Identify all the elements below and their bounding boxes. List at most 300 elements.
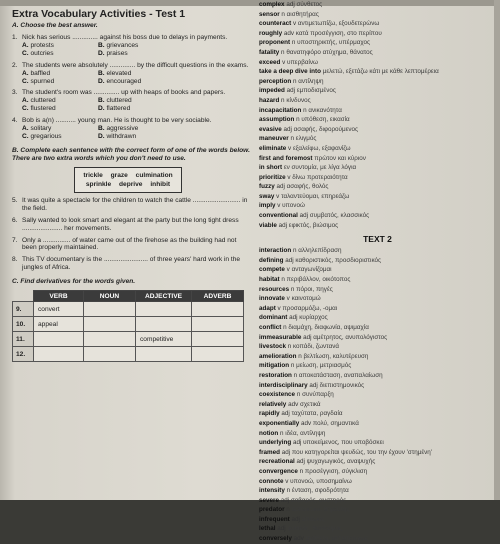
sentence-item — [12, 256, 250, 272]
sentence-item — [12, 197, 250, 213]
table-header-noun: NOUN — [84, 291, 136, 302]
vocab-translation: υπόθεση, εικασία — [301, 116, 350, 124]
table-header-verb: VERB — [34, 291, 84, 302]
vocab-pos: n — [290, 285, 295, 293]
vocab-translation: σύνθετος — [296, 1, 323, 8]
table-row — [13, 332, 244, 347]
vocab-pos: v — [277, 304, 281, 312]
vocab-translation: σπάνιος — [301, 515, 325, 523]
option-text: protests — [30, 41, 54, 49]
table-row — [13, 302, 244, 317]
cell-verb[interactable] — [34, 347, 84, 362]
vocab-entry — [259, 361, 496, 371]
vocab-translation: κοπάδι, ζωντανά — [292, 343, 339, 351]
answer-option — [22, 125, 98, 133]
vocab-entry — [259, 448, 496, 458]
vocab-entry — [259, 381, 496, 391]
vocab-pos: v — [292, 20, 297, 28]
question — [12, 117, 250, 125]
vocab-translation: αντίθετα, αντιστρόφως — [305, 535, 369, 543]
vocab-translation: υπερβαίνω — [287, 58, 318, 66]
vocab-entry — [259, 409, 496, 419]
option-letter: D. — [98, 77, 105, 85]
answer-option — [98, 133, 198, 141]
vocab-translation: θανατηφόρο ατύχημα, θάνατος — [286, 48, 373, 56]
derivatives-table — [12, 290, 244, 362]
vocab-translation: υποστηρικτής, υπέρμαχος — [297, 39, 371, 47]
table-row — [13, 317, 244, 332]
vocab-word: recreational — [259, 458, 295, 466]
vocab-pos: n — [290, 135, 295, 143]
vocab-pos: adj — [280, 496, 290, 504]
vocab-translation: αμέτρητος, ανυπολόγιστος — [313, 333, 388, 341]
vocab-pos: adj — [292, 439, 302, 447]
table-header-blank — [13, 291, 34, 302]
cell-adverb[interactable] — [192, 347, 244, 362]
question-number: 4. — [12, 117, 18, 125]
vocab-entry — [259, 201, 496, 211]
vocab-translation: καθοριστικός, προσδιοριστικός — [295, 256, 382, 264]
option-text: baffled — [30, 69, 51, 77]
vocab-translation: διαμάχη, διαφωνία, αψιμαχία — [288, 324, 369, 331]
vocab-word: restoration — [259, 371, 292, 379]
vocab-word: conversely — [259, 535, 292, 543]
question — [12, 89, 250, 97]
vocab-pos: v — [286, 295, 290, 303]
vocab-word: interaction — [259, 247, 292, 255]
vocab-entry — [259, 173, 496, 183]
vocab-translation: εξαλείφω, εξαφανίζω — [292, 144, 351, 152]
answer-option — [22, 50, 98, 58]
option-letter: D. — [98, 49, 105, 57]
answer-option — [22, 78, 98, 86]
vocab-translation: κίνδυνος — [286, 96, 311, 104]
vocab-word: fuzzy — [259, 183, 275, 191]
option-text: elevated — [106, 69, 132, 77]
vocab-entry — [259, 333, 496, 343]
vocab-entry — [259, 96, 496, 106]
vocab-translation: καινοτομώ — [291, 295, 321, 303]
question-text: Nick has serious .............. against his boss due to delays in payments. — [22, 34, 228, 41]
vocab-pos: n — [293, 371, 298, 379]
vocab-pos: n — [292, 77, 297, 85]
vocab-pos: adj — [286, 1, 295, 8]
vocab-word: eliminate — [259, 144, 287, 152]
vocab-pos: n — [286, 487, 291, 495]
vocab-pos: n — [287, 343, 292, 351]
option-text: encouraged — [106, 77, 142, 85]
text2-heading: TEXT 2 — [363, 234, 392, 245]
table-header-row — [13, 291, 244, 302]
option-letter: B. — [98, 69, 105, 77]
vocab-word: maneuver — [259, 135, 289, 143]
vocab-entry — [259, 67, 496, 77]
vocab-translation: υποκείμενος, που υποβόσκει — [303, 439, 384, 447]
sentence-text: Only a ............... of water came out of the firehose as the building had not been properly maintained. — [22, 236, 237, 252]
vocab-translation: αντίληψη — [298, 77, 324, 85]
vocab-pos: n — [281, 96, 285, 104]
question-text: Bob is a(n) ........... young man. He is thought to be very sociable. — [22, 117, 212, 125]
cell-noun[interactable] — [84, 302, 136, 317]
option-text: solitary — [30, 125, 52, 133]
vocab-entry — [259, 256, 496, 266]
vocab-entry — [259, 323, 496, 333]
vocab-entry — [259, 496, 496, 506]
vocab-pos: adv — [301, 419, 312, 427]
vocab-word: interdisciplinary — [259, 381, 308, 389]
vocab-word: assumption — [259, 116, 295, 124]
vocab-translation: συμβατός, κλασσικός — [309, 212, 370, 220]
vocab-translation: σχετικά — [299, 400, 321, 408]
table-header-adjective: ADJECTIVE — [136, 291, 192, 302]
option-text: flustered — [30, 105, 56, 113]
section-c-instruction: C. Find derivatives for the words given. — [12, 278, 136, 286]
cell-noun[interactable] — [84, 347, 136, 362]
vocab-pos: n — [303, 106, 307, 114]
vocab-pos: n — [283, 324, 287, 331]
sentence-item — [12, 217, 250, 233]
word-box — [74, 167, 182, 193]
cell-adverb[interactable] — [192, 302, 244, 317]
option-text: aggressive — [106, 125, 139, 133]
cell-adjective[interactable] — [136, 317, 192, 332]
vocab-word: prioritize — [259, 173, 286, 181]
question — [12, 62, 250, 70]
vocab-word: connote — [259, 477, 284, 485]
answer-option — [98, 50, 198, 58]
word-box-word: sprinkle — [85, 180, 112, 188]
sentence-item — [12, 237, 250, 253]
sentence-number: 6. — [12, 216, 18, 224]
vocab-entry — [259, 115, 496, 125]
vocab-entry — [259, 342, 496, 352]
vocab-translation: μείωση, μετριασμός — [296, 362, 352, 370]
vocab-word: coexistence — [259, 391, 296, 399]
vocab-word: sensor — [259, 10, 280, 18]
option-letter: B. — [98, 41, 105, 49]
vocab-word: mitigation — [259, 362, 290, 370]
option-letter: B. — [98, 125, 105, 133]
vocab-entry — [259, 86, 496, 96]
vocab-pos: n — [286, 506, 290, 514]
vocab-pos: n — [279, 429, 284, 437]
vocab-pos: v — [285, 477, 289, 485]
cell-adjective[interactable] — [136, 302, 192, 317]
vocab-pos: n — [291, 39, 296, 47]
vocab-entry — [259, 419, 496, 429]
vocab-list-text2 — [259, 246, 496, 543]
vocab-word: exceed — [259, 58, 281, 66]
vocab-entry — [259, 182, 496, 192]
vocab-word: rapidly — [259, 410, 280, 418]
vocab-entry — [259, 19, 496, 29]
option-text: cluttered — [30, 97, 56, 105]
vocab-entry — [259, 163, 496, 173]
vocab-pos: v — [282, 58, 286, 66]
answer-options — [22, 42, 250, 58]
answer-option — [98, 78, 198, 86]
vocab-entry — [259, 477, 496, 487]
vocab-word: livestock — [259, 343, 286, 351]
vocab-entry — [259, 10, 496, 20]
vocab-pos: adv — [293, 535, 304, 543]
vocab-translation: αλληλεπίδραση — [298, 247, 342, 255]
vocab-word: first and foremost — [259, 154, 313, 162]
vocab-translation: υπονοώ — [282, 202, 305, 210]
option-letter: A. — [22, 125, 29, 133]
vocab-pos: n — [290, 362, 295, 370]
answer-option — [22, 70, 98, 78]
vocab-translation: φονικός, θανάσιμος — [287, 525, 342, 533]
vocab-entry — [259, 221, 496, 231]
vocab-word: dominant — [259, 314, 288, 322]
vocab-entry — [259, 77, 496, 87]
row-number: 11. — [13, 332, 34, 347]
vocab-pos: v — [286, 266, 290, 274]
vocab-translation: πρώτον και κύριον — [314, 154, 366, 162]
cell-verb[interactable] — [34, 332, 84, 347]
vocab-translation: συνύπαρξη — [302, 391, 334, 399]
vocab-pos: adj — [285, 256, 294, 264]
option-text: spurned — [30, 77, 55, 85]
vocab-translation: ταχύτατα, ραγδαία — [291, 410, 343, 418]
right-column — [259, 0, 496, 544]
vocab-word: habitat — [259, 276, 280, 284]
word-box-word: deprive — [119, 180, 143, 188]
question-text: The students were absolutely .............. by the difficult questions in the exams. — [22, 61, 249, 69]
vocab-entry — [259, 304, 496, 314]
vocab-translation: ασαφής, διφορούμενος — [293, 125, 359, 133]
word-box-word: inhibit — [150, 180, 171, 188]
vocab-pos: adj — [296, 458, 305, 466]
vocab-pos: adj — [291, 515, 300, 523]
vocab-translation: προσέγγιση, σύγκλιση — [304, 467, 368, 475]
vocab-entry — [259, 29, 496, 39]
vocab-translation: βελτίωση, καλυτέρευση — [303, 352, 369, 360]
vocab-entry — [259, 429, 496, 439]
vocab-word: evasive — [259, 125, 282, 133]
page-title: Extra Vocabulary Activities - Test 1 — [12, 8, 186, 20]
vocab-word: exponentially — [259, 419, 300, 427]
cell-adverb[interactable] — [192, 332, 244, 347]
vocab-word: conflict — [259, 324, 282, 331]
cell-noun[interactable] — [84, 332, 136, 347]
vocab-translation: αρπακτικό, θηρευτής — [291, 506, 350, 514]
vocab-pos: n — [281, 10, 285, 18]
vocab-translation: αισθητήρας — [286, 10, 319, 18]
vocab-pos: n — [296, 116, 300, 124]
vocab-word: severe — [259, 496, 279, 504]
option-letter: C. — [22, 105, 29, 113]
answer-option — [22, 42, 98, 50]
option-text: praises — [106, 49, 128, 57]
answer-options — [22, 125, 250, 141]
vocab-pos: adv — [283, 29, 294, 37]
vocab-translation: ασαφής, θολός — [286, 183, 329, 191]
vocab-word: resources — [259, 285, 290, 293]
word-box-word: graze — [110, 171, 128, 179]
vocab-translation: ιδέα, αντίληψη — [285, 429, 326, 437]
table-header-adverb: ADVERB — [192, 291, 244, 302]
vocab-entry — [259, 144, 496, 154]
derivatives-table-body — [13, 302, 244, 362]
vocab-list-text1 — [259, 0, 496, 230]
question-number: 2. — [12, 61, 18, 69]
vocab-translation: αποκατάσταση, αναπαλαίωση — [298, 371, 383, 379]
vocab-translation: κατά προσέγγιση, στο περίπου — [295, 29, 382, 37]
option-text: withdrawn — [106, 132, 137, 140]
vocab-word: take a deep dive into — [259, 68, 321, 76]
vocab-entry — [259, 211, 496, 221]
vocab-pos: adj — [276, 183, 285, 191]
vocab-entry — [259, 467, 496, 477]
vocab-entry — [259, 524, 496, 534]
cell-verb[interactable]: convert — [34, 302, 84, 317]
word-box-word: trickle — [83, 171, 103, 179]
answer-options — [22, 97, 250, 113]
vocab-entry — [259, 371, 496, 381]
vocab-pos: adj — [299, 212, 308, 220]
option-letter: D. — [98, 132, 105, 140]
row-number: 10. — [13, 317, 34, 332]
vocab-translation: περιβάλλον, οικότοπος — [286, 276, 351, 284]
cell-verb[interactable]: appeal — [34, 317, 84, 332]
vocab-entry — [259, 58, 496, 68]
vocab-word: amelioration — [259, 352, 297, 360]
answer-option — [98, 125, 198, 133]
answer-option — [98, 70, 198, 78]
vocab-word: convergence — [259, 467, 298, 475]
vocab-word: lethal — [259, 525, 276, 533]
row-number: 9. — [13, 302, 34, 317]
vocab-translation: ένταση, σφοδρότητα — [291, 487, 349, 495]
vocab-pos: v — [288, 144, 292, 152]
vocab-pos: adj — [281, 448, 291, 456]
option-letter: C. — [22, 49, 29, 57]
vocab-translation: υπονοώ, υποσημαίνω — [290, 477, 352, 485]
vocab-pos: n — [299, 467, 304, 475]
vocab-word: incapacitation — [259, 106, 302, 114]
vocab-word: conventional — [259, 212, 298, 220]
cell-adjective[interactable] — [136, 347, 192, 362]
vocab-pos: adj — [309, 381, 318, 389]
vocab-word: in short — [259, 164, 283, 172]
option-letter: B. — [98, 97, 105, 105]
vocab-entry — [259, 352, 496, 362]
vocab-word: sway — [259, 192, 275, 200]
vocab-pos: adj — [281, 410, 290, 418]
vocab-translation: ανταγωνίζομαι — [291, 266, 332, 274]
vocab-word: defining — [259, 256, 284, 264]
vocab-word: impeded — [259, 87, 285, 95]
vocab-entry — [259, 486, 496, 496]
vocab-pos: v — [287, 173, 291, 181]
option-text: grievances — [106, 41, 139, 49]
vocab-translation: δίνω προτεραιότητα — [292, 173, 348, 181]
question-text: The student's room was .............. up with heaps of books and papers. — [22, 89, 226, 97]
vocab-translation: ταλαντεύομαι, επηρεάζω — [281, 192, 350, 200]
option-letter: A. — [22, 69, 29, 77]
vocab-translation: ανικανότητα — [308, 106, 342, 114]
vocab-translation: προσαρμόζω, -ομαι — [282, 304, 338, 312]
vocab-entry — [259, 0, 496, 10]
vocab-entry — [259, 125, 496, 135]
vocab-translation: μελετώ, εξετάζω κάτι με κάθε λεπτομέρεια — [322, 68, 439, 76]
vocab-pos: adj — [277, 525, 286, 533]
vocab-translation: πόροι, πηγές — [296, 285, 333, 293]
sentence-number: 7. — [12, 236, 18, 244]
option-text: flattered — [106, 105, 131, 113]
vocab-word: innovate — [259, 295, 285, 303]
vocab-pos: adj — [303, 333, 312, 341]
vocab-word: viable — [259, 221, 277, 229]
cell-adjective[interactable]: competitive — [136, 332, 192, 347]
row-number: 12. — [13, 347, 34, 362]
vocab-word: complex — [259, 1, 285, 8]
vocab-pos: n — [281, 48, 285, 56]
left-column — [12, 8, 250, 362]
vocab-translation: ψυχαγωγικός, αναψυχής — [306, 458, 376, 466]
vocab-pos: adj — [283, 125, 292, 133]
vocab-entry — [259, 134, 496, 144]
vocab-word: compete — [259, 266, 285, 274]
question — [12, 34, 250, 42]
section-b-instruction: B. Complete each sentence with the correct form of one of the words below. There are two extra words which you don't need to use. — [12, 146, 250, 162]
answer-option — [98, 105, 198, 113]
option-letter: C. — [22, 132, 29, 140]
vocab-word: intensity — [259, 487, 285, 495]
vocab-translation: διεπιστημονικός — [319, 381, 365, 389]
cell-adverb[interactable] — [192, 317, 244, 332]
vocab-word: relatively — [259, 400, 287, 408]
vocab-translation: αντιμετωπίζω, εξουδετερώνω — [297, 20, 380, 28]
option-letter: D. — [98, 105, 105, 113]
vocab-word: adapt — [259, 304, 276, 312]
vocab-entry — [259, 192, 496, 202]
vocab-entry — [259, 457, 496, 467]
answer-option — [22, 105, 98, 113]
word-box-word: culmination — [135, 171, 173, 179]
vocab-translation: που κατηγορείται ψευδώς, του την έχουν 'στημένη' — [291, 448, 433, 456]
vocab-pos: adj — [289, 314, 298, 322]
vocab-translation: πολύ, σημαντικά — [312, 419, 359, 427]
answer-option — [98, 42, 198, 50]
sentence-number: 8. — [12, 256, 18, 264]
cell-noun[interactable] — [84, 317, 136, 332]
vocab-translation: ελιγμός — [295, 135, 317, 143]
vocab-word: roughly — [259, 29, 283, 37]
vocab-pos: adj — [286, 87, 296, 95]
vocab-pos: adj — [278, 221, 288, 229]
vocab-entry — [259, 534, 496, 544]
vocab-pos: adv — [288, 400, 299, 408]
answer-option — [22, 97, 98, 105]
vocab-word: framed — [259, 448, 280, 456]
question-number: 1. — [12, 34, 18, 41]
answer-options — [22, 70, 250, 86]
option-text: outcries — [30, 49, 54, 57]
vocab-pos: v — [276, 192, 280, 200]
vocab-pos: v — [277, 202, 281, 210]
vocab-word: counteract — [259, 20, 292, 28]
vocab-word: hazard — [259, 96, 280, 104]
sentence-text: It was quite a spectacle for the children to watch the cattle .......................... in the field. — [22, 196, 248, 212]
vocab-entry — [259, 515, 496, 525]
section-a-questions — [12, 34, 250, 141]
vocab-word: immeasurable — [259, 333, 302, 341]
question-number: 3. — [12, 89, 18, 97]
option-letter: A. — [22, 97, 29, 105]
